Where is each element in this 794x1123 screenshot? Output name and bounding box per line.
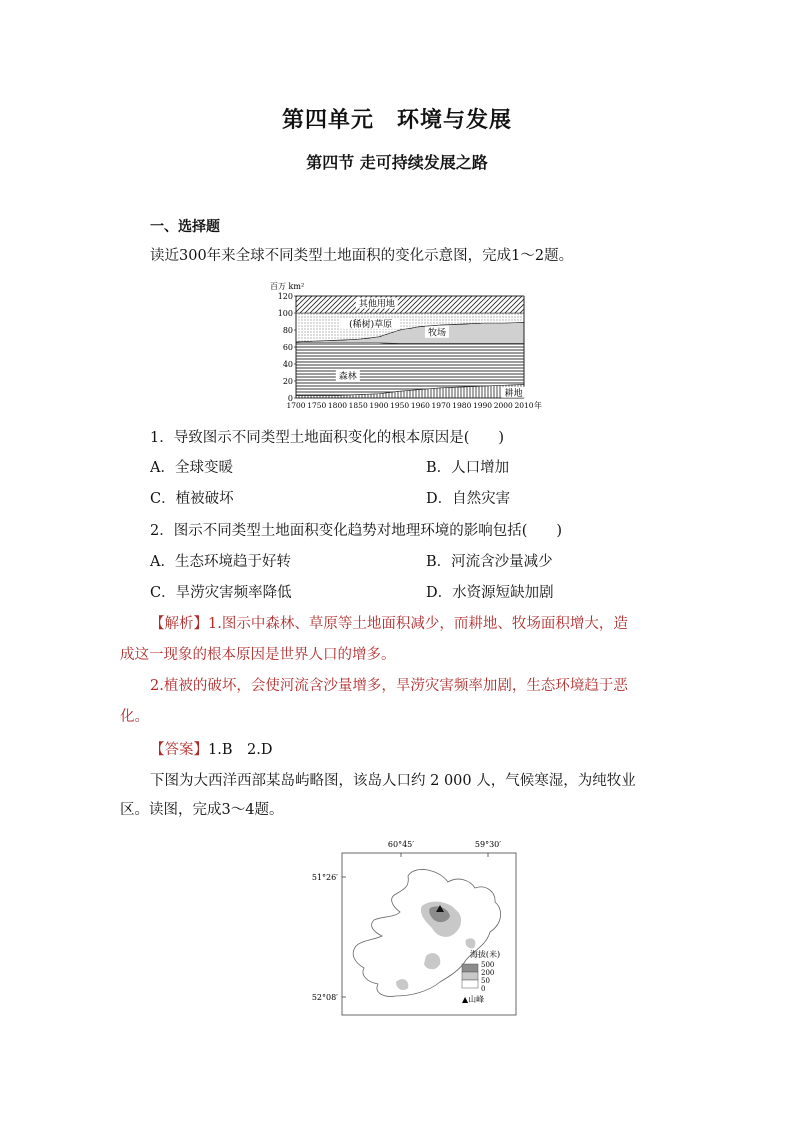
map-lon-left-label: 60°45′ [387, 840, 415, 849]
legend-swatch-500 [462, 964, 478, 972]
q2-option-d: D．水资源短缺加剧 [426, 585, 554, 601]
y-tick-label: 0 [287, 394, 293, 403]
analysis-line-4: 化。 [120, 709, 149, 725]
section-subtitle: 第四节 走可持续发展之路 [306, 153, 488, 172]
map-lat-top-label: 51°26′ [311, 873, 338, 882]
q2-option-a: A．生态环境趋于好转 [150, 554, 291, 570]
q1-option-a: A．全球变暖 [150, 460, 233, 476]
legend-peak-label: ▲山峰 [462, 995, 485, 1004]
analysis-line-2: 成这一现象的根本原因是世界人口的增多。 [120, 647, 396, 663]
map-intro-1: 下图为大西洋西部某岛屿略图，该岛人口约 2 000 人，气候寒湿，为纯牧业 [150, 773, 636, 789]
x-tick-label: 1960 [410, 401, 430, 410]
q1-option-c: C．植被破坏 [150, 491, 234, 507]
q2-option-b: B．河流含沙量减少 [426, 554, 553, 570]
question-type-heading: 一、选择题 [150, 219, 220, 235]
question-2-stem: 2．图示不同类型土地面积变化趋势对地理环境的影响包括( ) [150, 523, 563, 539]
legend-value-50: 50 [481, 977, 490, 985]
answer-line [150, 738, 272, 759]
map-lon-right-label: 59°30′ [474, 840, 502, 849]
map-lat-bottom-label: 52°08′ [311, 993, 338, 1002]
q2-option-c: C．旱涝灾害频率降低 [150, 585, 292, 601]
x-tick-label: 1700 [286, 401, 306, 410]
area-5 [296, 296, 524, 313]
chart-intro: 读近300年来全球不同类型土地面积的变化示意图，完成1～2题。 [150, 248, 574, 264]
y-tick-label: 120 [277, 292, 293, 301]
legend-swatch-50 [462, 980, 478, 988]
series-label: 森林 [338, 371, 357, 382]
analysis-line-3: 2.植被的破坏，会使河流含沙量增多，旱涝灾害频率加剧，生态环境趋于恶 [150, 678, 628, 694]
analysis-text-1a: 1.图示中森林、草原等土地面积减少，而耕地、牧场面积增大，造 [208, 616, 628, 632]
answer-tag: 【答案】 [150, 742, 208, 758]
page-title: 第四单元 环境与发展 [281, 107, 512, 133]
q1-option-d: D．自然灾害 [426, 491, 511, 507]
x-tick-label: 1980 [452, 401, 472, 410]
x-tick-label: 1970 [431, 401, 451, 410]
x-tick-label: 1990 [472, 401, 493, 410]
series-label: (稀树)草原 [349, 319, 393, 330]
series-label: 耕地 [504, 388, 523, 399]
analysis-tag: 【解析】 [150, 616, 208, 632]
question-1-stem: 1．导致图示不同类型土地面积变化的根本原因是( ) [150, 430, 505, 446]
y-tick-label: 60 [282, 343, 293, 352]
y-tick-label: 100 [277, 309, 293, 318]
island-outline [353, 869, 500, 996]
map-intro-2: 区。读图，完成3～4题。 [120, 802, 284, 818]
x-axis-label: 年 [534, 401, 542, 410]
land-area-chart [268, 280, 558, 415]
legend-value-0: 0 [481, 985, 486, 993]
legend-value-200: 200 [481, 969, 495, 977]
x-tick-label: 1950 [390, 401, 410, 410]
y-tick-label: 40 [282, 360, 293, 369]
y-tick-label: 20 [282, 377, 293, 386]
legend-swatch-200 [462, 972, 478, 980]
x-tick-label: 1750 [307, 401, 327, 410]
island-map [290, 836, 540, 1026]
answer-text: 1.B 2.D [208, 742, 273, 758]
y-tick-label: 80 [282, 326, 293, 335]
series-label: 牧场 [427, 328, 446, 339]
y-axis-label: 百万 km² [270, 282, 305, 291]
x-tick-label: 1850 [348, 401, 368, 410]
legend-title: 海拔(米) [469, 950, 501, 959]
elevation-50-200-south [424, 953, 440, 969]
x-tick-label: 1800 [327, 401, 348, 410]
x-tick-label: 1900 [369, 401, 389, 410]
legend-value-500: 500 [481, 961, 495, 969]
x-tick-label: 2000 [493, 401, 513, 410]
analysis-line-1 [150, 612, 628, 633]
x-tick-label: 2010 [514, 401, 534, 410]
q1-option-b: B．人口增加 [426, 460, 510, 476]
series-label: 其他用地 [358, 299, 395, 310]
